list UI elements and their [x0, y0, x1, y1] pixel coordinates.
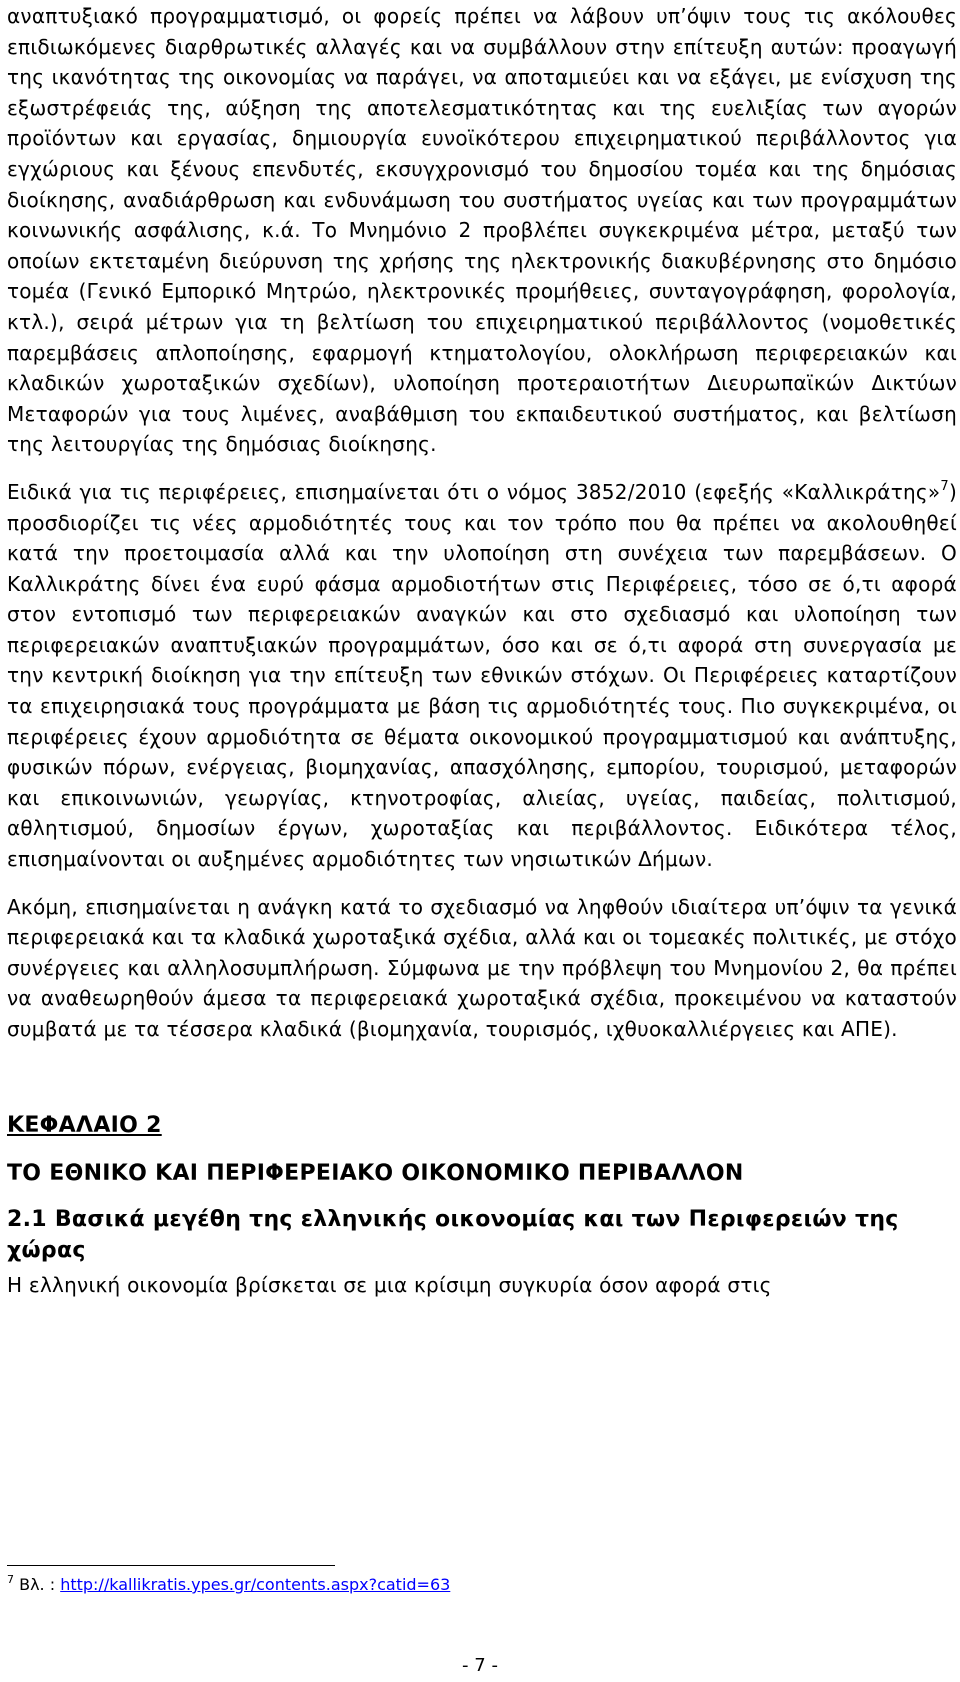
chapter-heading: ΚΕΦΑΛΑΙΟ 2: [7, 1112, 162, 1138]
footnote-reference: 7: [940, 478, 949, 494]
page-number: - 7 -: [462, 1655, 498, 1676]
body-paragraph-1: αναπτυξιακό προγραμματισμό, οι φορείς πρέπει να λάβουν υπ’όψιν τους τις ακόλουθες επιδιωκόμενες διαρθρωτικές αλλαγές και να συμβάλλουν στην επίτευξη αυτών: προαγωγή της ικανότητας της οικονομίας να παράγει, να αποταμιεύει και να εξάγει, με ενίσχυση της εξωστρέφειάς της, αύξηση της αποτελεσματικότητας και της ευελιξίας των αγορών προϊόντων και εργασίας, δημιουργία ευνοϊκότερου επιχειρηματικού περιβάλλοντος για εγχώριους και ξένους επενδυτές, εκσυγχρονισμό του δημοσίου τομέα και της δημόσιας διοίκησης, αναδιάρθρωση και ενδυνάμωση του συστήματος υγείας και των προγραμμάτων κοινωνικής ασφάλισης, κ.ά. Το Μνημόνιο 2 προβλέπει συγκεκριμένα μέτρα, μεταξύ των οποίων εκτεταμένη διεύρυνση της χρήσης της ηλεκτρονικής διακυβέρνησης στο δημόσιο τομέα (Γενικό Εμπορικό Μητρώο, ηλεκτρονικές προμήθειες, συνταγογράφηση, φορολογία, κτλ.), σειρά μέτρων για τη βελτίωση του επιχειρηματικού περιβάλλοντος (νομοθετικές παρεμβάσεις απλοποίησης, εφαρμογή κτηματολογίου, ολοκλήρωση περιφερειακών και κλαδικών χωροταξικών σχεδίων), υλοποίηση προτεραιοτήτων Διευρωπαϊκών Δικτύων Μεταφορών για τους λιμένες, αναβάθμιση του εκπαιδευτικού συστήματος, και βελτίωση της λειτουργίας της δημόσιας διοίκησης.: [7, 4, 957, 457]
footnote-prefix: Βλ. :: [14, 1575, 61, 1594]
footnote-separator: [7, 1565, 335, 1566]
section-heading: 2.1 Βασικά μεγέθη της ελληνικής οικονομίας και των Περιφερειών της χώρας: [7, 1206, 899, 1263]
body-paragraph-3: Ακόμη, επισημαίνεται η ανάγκη κατά το σχεδιασμό να ληφθούν ιδιαίτερα υπ’όψιν τα γενικά περιφερειακά και τα κλαδικά χωροταξικά σχέδια, αλλά και οι τομεακές πολιτικές, με στόχο συνέργειες και αλληλοσυμπλήρωση. Σύμφωνα με την πρόβλεψη του Μνημονίου 2, θα πρέπει να αναθεωρηθούν άμεσα τα περιφερειακά χωροταξικά σχέδια, προκειμένου να καταστούν συμβατά με τα τέσσερα κλαδικά (βιομηχανία, τουρισμός, ιχθυοκαλλιέργειες και ΑΠΕ).: [7, 894, 957, 1041]
body-paragraph-4: Η ελληνική οικονομία βρίσκεται σε μια κρίσιμη συγκυρία όσον αφορά στις: [7, 1272, 772, 1297]
body-paragraph-2: [7, 477, 957, 875]
chapter-title: ΤΟ ΕΘΝΙΚΟ ΚΑΙ ΠΕΡΙΦΕΡΕΙΑΚΟ ΟΙΚΟΝΟΜΙΚΟ ΠΕΡΙΒΑΛΛΟΝ: [7, 1160, 744, 1186]
paragraph-2-text-end: ) προσδιορίζει τις νέες αρμοδιότητές τους και τον τρόπο που θα πρέπει να ακολουθηθεί κατά την προετοιμασία αλλά και την υλοποίηση στη συνέχεια των παρεμβάσεων. Ο Καλλικράτης δίνει ένα ευρύ φάσμα αρμοδιοτήτων στις Περιφέρειες, τόσο σε ό,τι αφορά στον εντοπισμό των περιφερειακών αναγκών και στο σχεδιασμό και υλοποίηση των περιφερειακών αναπτυξιακών προγραμμάτων, όσο και σε ό,τι αφορά στη συνεργασία με την κεντρική διοίκηση για την επίτευξη των εθνικών στόχων. Οι Περιφέρειες καταρτίζουν τα επιχειρησιακά τους προγράμματα με βάση τις αρμοδιότητές τους. Πιο συγκεκριμένα, οι περιφέρειες έχουν αρμοδιότητα σε θέματα οικονομικού προγραμματισμού και ανάπτυξης, φυσικών πόρων, ενέργειας, βιομηχανίας, απασχόλησης, εμπορίου, τουρισμού, μεταφορών και επικοινωνιών, γεωργίας, κτηνοτροφίας, αλιείας, υγείας, παιδείας, πολιτισμού, αθλητισμού, δημοσίων έργων, χωροταξίας και περιβάλλοντος. Ειδικότερα τέλος, επισημαίνονται οι αυξημένες αρμοδιότητες των νησιωτικών Δήμων.: [7, 479, 957, 872]
footnote-number: 7: [7, 1573, 14, 1586]
footnote-link[interactable]: http://kallikratis.ypes.gr/contents.aspx?catid=63: [60, 1575, 451, 1594]
paragraph-2-text-start: Ειδικά για τις περιφέρειες, επισημαίνεται ότι ο νόμος 3852/2010 (εφεξής «Καλλικράτης»: [7, 479, 941, 504]
footnote: [7, 1574, 450, 1596]
